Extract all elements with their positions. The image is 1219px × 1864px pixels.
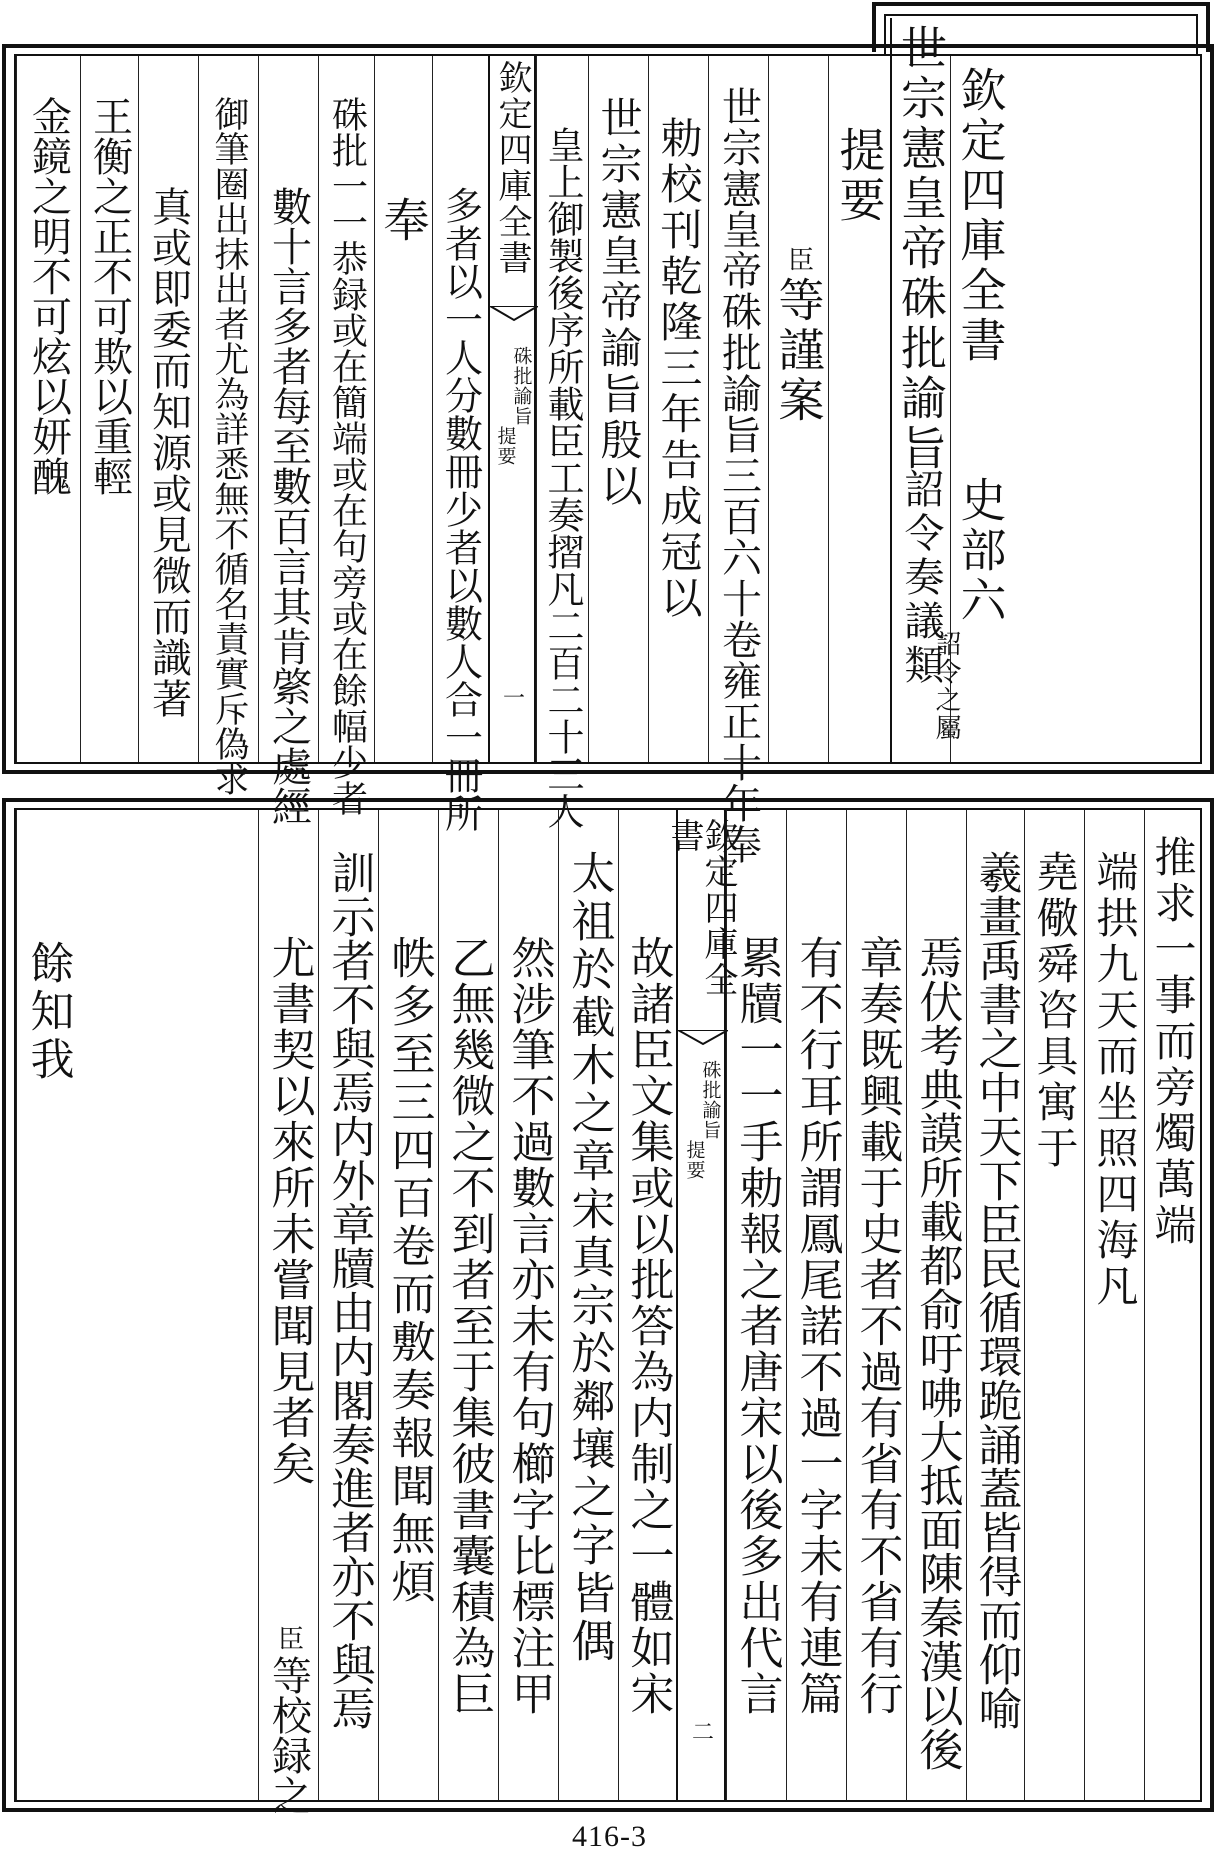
col-line-12: [16, 56, 80, 762]
gutter-num-bottom: 二: [688, 1720, 714, 1742]
jinan-line: 等謹案: [771, 276, 826, 426]
col-line-3: [588, 56, 648, 762]
text-line: 金鏡之明不可炫以妍醜: [25, 96, 72, 496]
text-line: 章奏既興載于史者不過有省有不省有行: [851, 935, 903, 1717]
col-b-line-5: [906, 810, 966, 1800]
text-line: 推求一事而旁燭萬端: [1148, 835, 1198, 1249]
col-line-6: [374, 56, 432, 762]
col-b-line-3: [1024, 810, 1084, 1800]
col-b-line-6: [846, 810, 906, 1800]
text-line: 真或即委而知源或見微而識著: [145, 186, 192, 719]
col-line-11: [80, 56, 138, 762]
text-line: 世宗憲皇帝諭旨殷以: [594, 96, 644, 510]
col-b-line-10: [558, 810, 618, 1800]
text-line: 焉伏考典謨所載都俞吁咈大抵面陳秦漢以後: [911, 935, 963, 1771]
col-b-line-14: [318, 810, 378, 1800]
text-line: 世宗憲皇帝硃批諭旨三百六十卷雍正十年奉: [715, 86, 762, 865]
col-b-line-1: [1144, 810, 1200, 1800]
page-number: 416-3: [572, 1820, 647, 1853]
col-b-line-16: [16, 810, 258, 1800]
col-b-line-4: [966, 810, 1024, 1800]
text-line: 奉: [376, 196, 431, 246]
fish-tail-top: [490, 306, 538, 334]
col-b-line-12: [438, 810, 498, 1800]
col-line-9: [198, 56, 258, 796]
col-line-5: [432, 56, 488, 832]
text-line: 帙多至三四百卷而敷奏報聞無煩: [383, 935, 435, 1607]
text-line: 然涉筆不過數言亦未有句櫛字比標注甲: [503, 935, 555, 1717]
text-line: 王衡之正不可欺以重輕: [86, 96, 133, 496]
gutter-num-top: 一: [499, 686, 525, 708]
col-b-line-15: [258, 810, 318, 1815]
gutter-title-top: 欽定四庫全書: [492, 60, 532, 276]
book-title: 欽定四庫全書: [953, 66, 1008, 366]
text-line: 太祖於截木之章宋真宗於鄰壤之字皆偶: [563, 850, 615, 1666]
text-line: 餘知我: [22, 940, 74, 1084]
col-b-line-11: [498, 810, 558, 1800]
text-line: 勅校刊乾隆三年告成冠以: [654, 116, 704, 622]
top-gutter: [488, 56, 536, 762]
gutter-sub-bottom: 硃批諭旨: [699, 1060, 722, 1140]
text-line: 皇上御製後序所載臣工奏摺凡二百二十三人: [541, 126, 584, 829]
text-line: 硃批一一恭録或在簡端或在句旁或在餘幅少者: [326, 96, 368, 816]
col-b-line-7: [786, 810, 846, 1800]
col-b-line-13: [378, 810, 438, 1800]
text-line: 御筆圈出抹出者尤為詳悉無不循名責實斥偽求: [209, 96, 249, 796]
col-b-line-2: [1084, 810, 1144, 1800]
minister-small-bottom: 臣: [273, 1625, 304, 1653]
gutter-title-bottom: 欽定四庫全書: [664, 818, 738, 998]
text-line: 乙無幾微之不到者至于集彼書囊積為巨: [443, 935, 495, 1717]
subcategory: 詔令之屬: [931, 630, 961, 742]
gutter-sub2-bottom: 提要: [683, 1140, 706, 1180]
text-line: 多者以一人分數冊少者以數人合一冊所: [438, 186, 483, 832]
gutter-sub2-top: 提要: [494, 426, 517, 466]
text-line: 累牘一一手勅報之者唐宋以後多出代言: [731, 935, 783, 1717]
text-line: 等校録之: [265, 1655, 312, 1815]
section-label: 史部六: [953, 476, 1008, 626]
col-tiyao: [828, 56, 890, 762]
col-line-7: [318, 56, 374, 816]
text-line: 羲畫禹書之中天下臣民循環跪誦蓋皆得而仰喻: [970, 850, 1022, 1730]
text-line: 端拱九天而坐照四海凡: [1090, 850, 1140, 1310]
col-jinan: [768, 56, 828, 762]
text-line: 數十言多者每至數百言其肯綮之處經: [265, 186, 312, 826]
text-line: 堯儆舜咨具寓于: [1030, 850, 1080, 1172]
col-line-2: [648, 56, 708, 762]
work-title: 世宗憲皇帝硃批諭旨: [894, 24, 948, 474]
col-line-8: [258, 56, 318, 826]
col-b-line-9: [618, 810, 676, 1800]
text-line: 故諸臣文集或以批答為内制之一體如宋: [622, 935, 674, 1717]
tiyao-label: 提要: [832, 126, 887, 226]
minister-small-top: 臣: [783, 246, 814, 274]
text-line: 尤書契以來所未嘗聞見者矣: [263, 935, 315, 1487]
gutter-sub-top: 硃批諭旨: [510, 346, 533, 426]
col-line-1: [708, 56, 768, 865]
text-line: 訓示者不與焉内外章牘由内閣奏進者亦不與焉: [323, 850, 375, 1730]
col-line-10: [138, 56, 198, 762]
col-line-4: [536, 56, 588, 829]
text-line: 有不行耳所謂鳳尾諾不過一字未有連篇: [791, 935, 843, 1717]
category: 詔令奏議類: [898, 468, 944, 688]
bottom-gutter: [664, 810, 738, 1800]
fish-tail-bottom: [678, 1030, 728, 1058]
col-subcategory: [890, 620, 961, 742]
